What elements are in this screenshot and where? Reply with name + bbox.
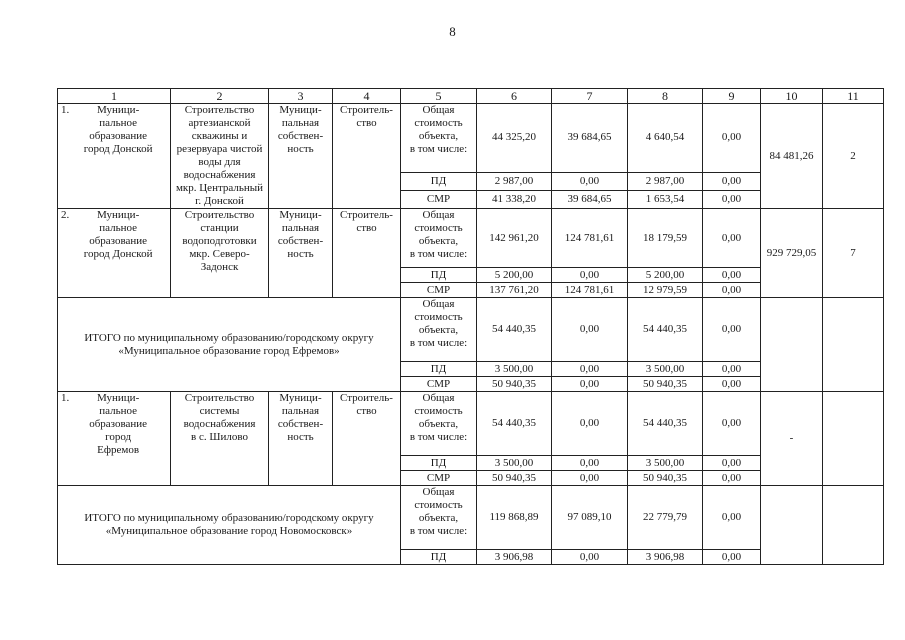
value-c7: 124 781,61 [552,209,628,268]
value-c9: 0,00 [703,550,761,565]
value-c8: 50 940,35 [628,471,703,486]
work-type: Строитель- ство [333,392,401,486]
value-c10: 84 481,26 [761,104,823,209]
value-c7: 0,00 [552,268,628,283]
municipality-name: Муници- пальное образование город Ефремов [89,392,148,456]
value-c9: 0,00 [703,104,761,173]
value-c8: 1 653,54 [628,190,703,208]
value-c9: 0,00 [703,209,761,268]
itogo-label: ИТОГО по муниципальному образованию/городскому округу «Муниципальное образование город Ефремов» [58,298,401,392]
owner-cell [58,392,171,486]
value-c11 [823,486,884,565]
value-c8: 3 500,00 [628,362,703,377]
value-c8: 3 906,98 [628,550,703,565]
value-c7: 39 684,65 [552,190,628,208]
itogo-label: ИТОГО по муниципальному образованию/городскому округу «Муниципальное образование город Новомосковск» [58,486,401,565]
header-cell-7: 7 [552,89,628,104]
value-c10: - [761,392,823,486]
municipality-name: Муници- пальное образование город Донской [83,209,153,260]
value-c6: 3 500,00 [477,362,552,377]
value-c6: 41 338,20 [477,190,552,208]
municipality-name: Муници- пальное образование город Донской [83,104,153,155]
value-c9: 0,00 [703,377,761,392]
value-c6: 50 940,35 [477,471,552,486]
header-cell-6: 6 [477,89,552,104]
value-c11: 7 [823,209,884,298]
cost-label: Общая стоимость объекта, в том числе: [401,209,477,268]
value-c8: 5 200,00 [628,268,703,283]
value-c8: 54 440,35 [628,392,703,456]
value-c8: 3 500,00 [628,456,703,471]
header-row [58,89,884,104]
cost-label: ПД [401,456,477,471]
ownership-type: Муници- пальная собствен- ность [269,392,333,486]
cost-label: ПД [401,550,477,565]
value-c6: 137 761,20 [477,283,552,298]
value-c9: 0,00 [703,172,761,190]
table-row [58,392,884,456]
cost-label: СМР [401,377,477,392]
value-c9: 0,00 [703,486,761,550]
value-c7: 0,00 [552,362,628,377]
table-row [58,486,884,550]
value-c8: 50 940,35 [628,377,703,392]
row-number: 1. [61,104,70,116]
value-c7: 0,00 [552,392,628,456]
object-name: Строительство станции водоподготовки мкр. Северо- Задонск [171,209,269,298]
value-c8: 12 979,59 [628,283,703,298]
header-cell-4: 4 [333,89,401,104]
table-row [58,209,884,268]
cost-label: Общая стоимость объекта, в том числе: [401,104,477,173]
investment-table [57,88,884,565]
cost-label: СМР [401,190,477,208]
header-cell-11: 11 [823,89,884,104]
value-c10 [761,298,823,392]
owner-cell [58,104,171,209]
value-c6: 50 940,35 [477,377,552,392]
value-c7: 124 781,61 [552,283,628,298]
value-c6: 54 440,35 [477,298,552,362]
value-c10: 929 729,05 [761,209,823,298]
row-number: 1. [61,392,70,404]
value-c6: 119 868,89 [477,486,552,550]
cost-label: СМР [401,283,477,298]
work-type: Строитель- ство [333,209,401,298]
value-c8: 2 987,00 [628,172,703,190]
work-type: Строитель- ство [333,104,401,209]
cost-label: Общая стоимость объекта, в том числе: [401,392,477,456]
table-row [58,298,884,362]
cost-label: ПД [401,362,477,377]
header-cell-2: 2 [171,89,269,104]
value-c6: 44 325,20 [477,104,552,173]
value-c9: 0,00 [703,268,761,283]
header-cell-9: 9 [703,89,761,104]
value-c7: 0,00 [552,172,628,190]
header-cell-10: 10 [761,89,823,104]
header-cell-1: 1 [58,89,171,104]
value-c11 [823,298,884,392]
object-name: Строительство системы водоснабжения в с. Шилово [171,392,269,486]
object-name: Строительство артезианской скважины и резервуара чистой воды для водоснабжения мкр. Центральный г. Донской [171,104,269,209]
cost-label: Общая стоимость объекта, в том числе: [401,298,477,362]
value-c6: 3 500,00 [477,456,552,471]
value-c7: 0,00 [552,456,628,471]
value-c6: 54 440,35 [477,392,552,456]
owner-cell [58,209,171,298]
value-c8: 4 640,54 [628,104,703,173]
value-c7: 0,00 [552,550,628,565]
cost-label: ПД [401,172,477,190]
value-c9: 0,00 [703,283,761,298]
value-c9: 0,00 [703,471,761,486]
page-number: 8 [449,24,456,39]
value-c6: 2 987,00 [477,172,552,190]
value-c7: 39 684,65 [552,104,628,173]
value-c6: 5 200,00 [477,268,552,283]
value-c7: 0,00 [552,298,628,362]
value-c7: 0,00 [552,471,628,486]
value-c11 [823,392,884,486]
ownership-type: Муници- пальная собствен- ность [269,104,333,209]
value-c9: 0,00 [703,392,761,456]
value-c8: 54 440,35 [628,298,703,362]
value-c8: 18 179,59 [628,209,703,268]
cost-label: ПД [401,268,477,283]
value-c9: 0,00 [703,456,761,471]
header-cell-3: 3 [269,89,333,104]
value-c9: 0,00 [703,362,761,377]
value-c7: 97 089,10 [552,486,628,550]
value-c8: 22 779,79 [628,486,703,550]
value-c6: 142 961,20 [477,209,552,268]
value-c9: 0,00 [703,190,761,208]
value-c6: 3 906,98 [477,550,552,565]
header-cell-8: 8 [628,89,703,104]
value-c7: 0,00 [552,377,628,392]
table-row [58,104,884,173]
cost-label: Общая стоимость объекта, в том числе: [401,486,477,550]
cost-label: СМР [401,471,477,486]
value-c9: 0,00 [703,298,761,362]
value-c11: 2 [823,104,884,209]
header-cell-5: 5 [401,89,477,104]
row-number: 2. [61,209,70,221]
value-c10 [761,486,823,565]
ownership-type: Муници- пальная собствен- ность [269,209,333,298]
